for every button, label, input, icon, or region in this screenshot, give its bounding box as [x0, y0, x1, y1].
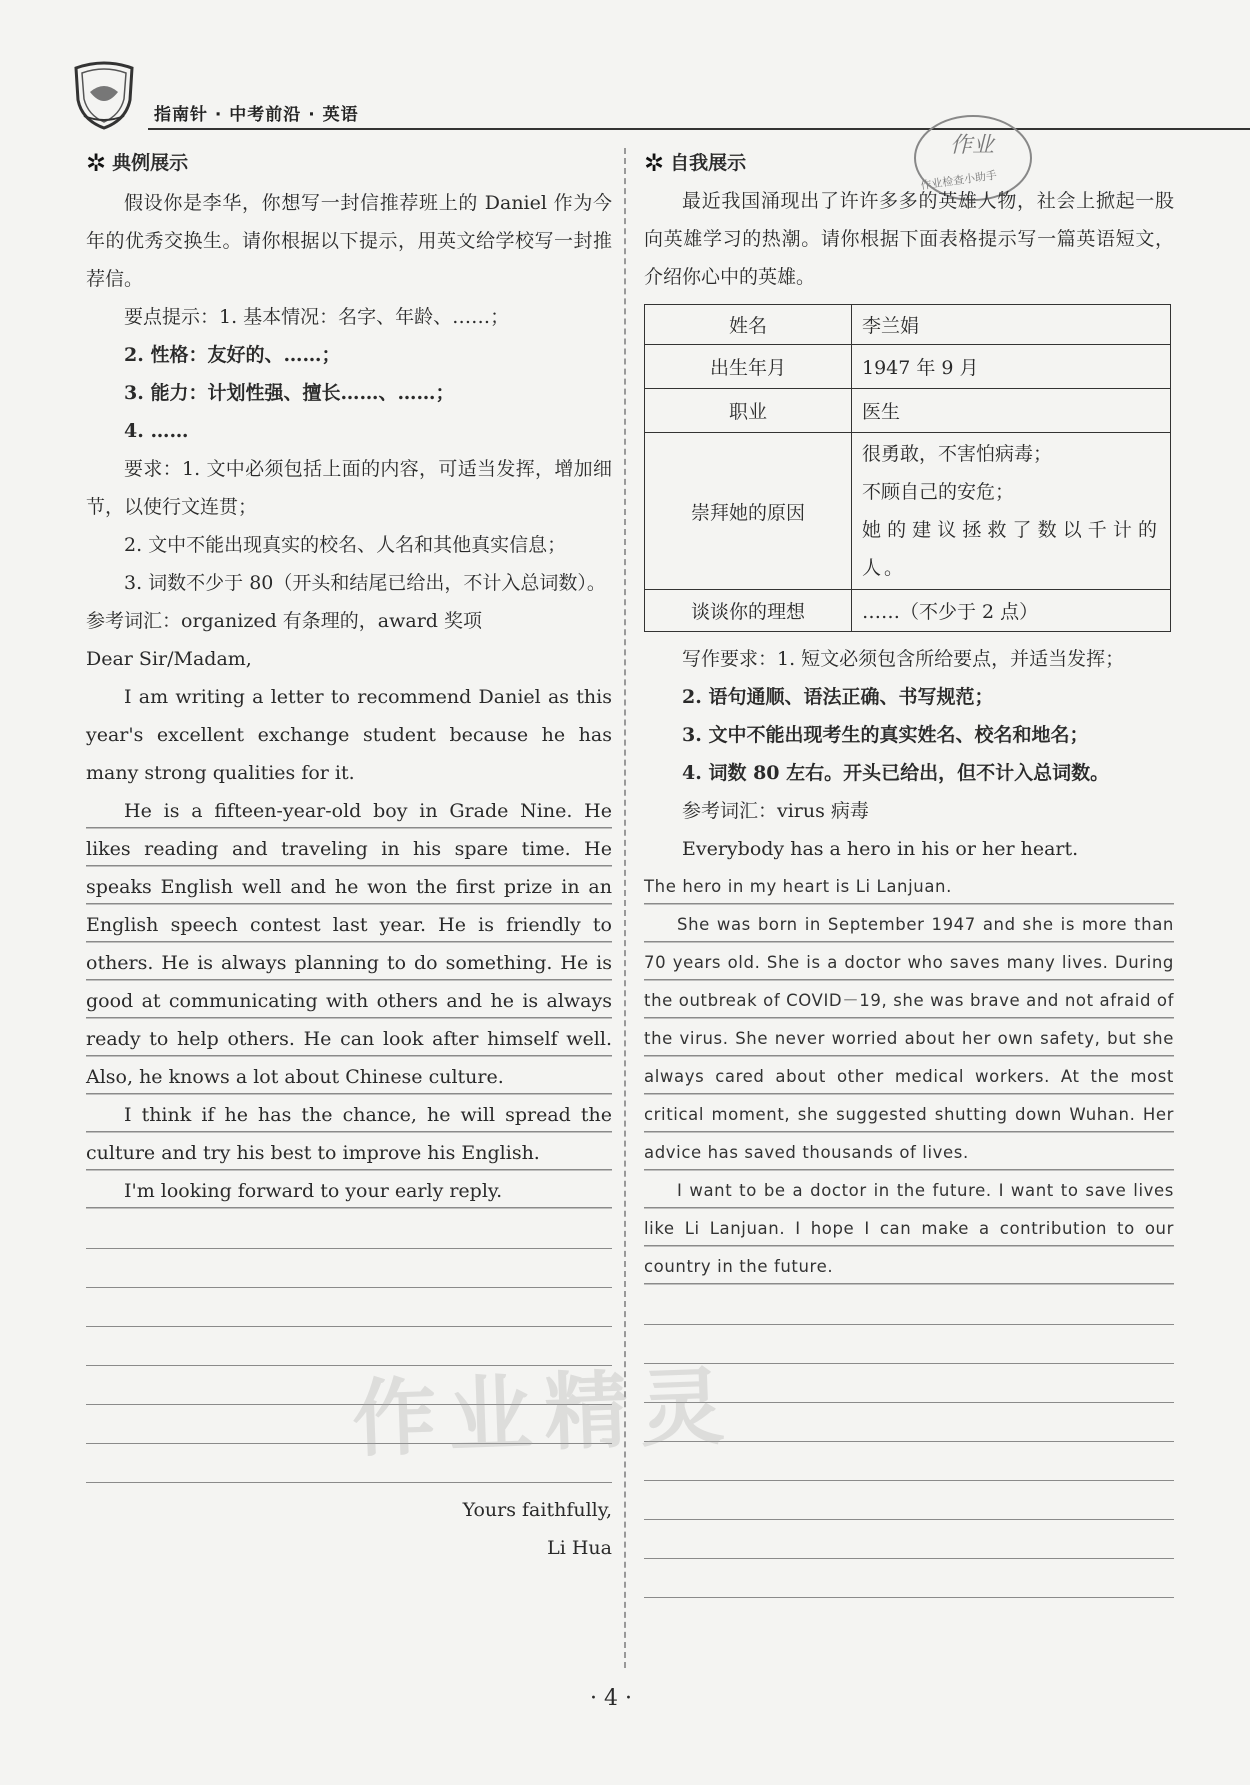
section-title-text: 自我展示 [670, 152, 747, 174]
requirement-4: 4. 词数 80 左右。开头已给出，但不计入总词数。 [682, 762, 1110, 784]
task-intro: 假设你是李华，你想写一封信推荐班上的 Daniel 作为今年的优秀交换生。请你根据以下提示，用英文给学校写一封推荐信。 [86, 192, 612, 290]
letter-body-paragraph-3: I'm looking forward to your early reply. [86, 1172, 612, 1210]
star-icon: ✲ [86, 149, 107, 177]
stamp-text-sub: 作业检查小助手 [919, 168, 998, 193]
hint-4: 4. …… [124, 420, 189, 442]
header-title: 指南针 · 中考前沿 · 英语 [154, 105, 359, 125]
table-label: 姓名 [645, 305, 852, 345]
task-intro: 最近我国涌现出了许许多多的英雄人物，社会上掀起一股向英雄学习的热潮。请你根据下面表格提示写一篇英语短文，介绍你心中的英雄。 [644, 190, 1174, 288]
table-row [645, 345, 1171, 389]
table-value [852, 433, 1171, 590]
star-icon: ✲ [644, 149, 665, 177]
header-rule [148, 128, 1250, 130]
section-title-text: 典例展示 [112, 152, 189, 174]
stamp-text-main: 作业 [950, 133, 995, 158]
letter-body-paragraph-1: He is a fifteen-year-old boy in Grade Nine. He likes reading and traveling in his spare time. He speaks English well and he won the first prize in an English speech contest last year. He is friendly to others. He is always planning to do something. He is good at communicating with others and he is always ready to help others. He can look after himself well. Also, he knows a lot about Chinese culture. [86, 792, 612, 1096]
hint-2: 2. 性格：友好的、……； [124, 344, 341, 366]
table-label: 出生年月 [645, 345, 852, 389]
handwritten-paragraph-2: I want to be a doctor in the future. I want to save lives like Li Lanjuan. I hope I can make a contribution to our country in the future. [644, 1172, 1174, 1286]
publisher-logo [70, 60, 138, 130]
table-row [645, 433, 1171, 590]
requirement-1: 要求：1. 文中必须包括上面的内容，可适当发挥，增加细节，以使行文连贯； [86, 458, 612, 518]
handwritten-paragraph-1: She was born in September 1947 and she is more than 70 years old. She is a doctor who saves many lives. During the outbreak of COVID－19, she was brave and not afraid of the virus. She never worried about her own safety, but she always cared about other medical workers. At the most critical moment, she suggested shutting down Wuhan. Her advice has saved thousands of lives. [644, 906, 1174, 1172]
requirement-3: 3. 文中不能出现考生的真实姓名、校名和地名； [682, 724, 1089, 746]
letter-salutation: Dear Sir/Madam, [86, 648, 252, 670]
table-row [645, 305, 1171, 345]
letter-opening: I am writing a letter to recommend Daniel as this year's excellent exchange student because he has many strong qualities for it. [86, 686, 612, 784]
requirement-1: 写作要求：1. 短文必须包含所给要点，并适当发挥； [682, 648, 1125, 670]
table-row [645, 389, 1171, 433]
letter-signature: Li Hua [547, 1537, 612, 1559]
table-label: 谈谈你的理想 [645, 590, 852, 632]
reference-vocab: 参考词汇：organized 有条理的，award 奖项 [86, 610, 482, 632]
hero-info-table [644, 304, 1171, 632]
handwritten-line-1: The hero in my heart is Li Lanjuan. [644, 868, 1174, 906]
section-title-example [86, 148, 612, 178]
reason-2: 不顾自己的安危； [862, 481, 1015, 503]
requirement-2: 2. 文中不能出现真实的校名、人名和其他真实信息； [124, 534, 567, 556]
reason-1: 很勇敢，不害怕病毒； [862, 443, 1053, 465]
section-title-self [644, 148, 1174, 178]
table-value: 医生 [852, 389, 1171, 433]
letter-body-paragraph-2: I think if he has the chance, he will spread the culture and try his best to improve his English. [86, 1096, 612, 1172]
essay-opening: Everybody has a hero in his or her heart. [682, 838, 1079, 860]
requirement-2: 2. 语句通顺、语法正确、书写规范； [682, 686, 994, 708]
table-value: 李兰娟 [852, 305, 1171, 345]
requirement-3: 3. 词数不少于 80（开头和结尾已给出，不计入总词数）。 [124, 572, 606, 594]
reason-3: 她的建议拯救了数以千计的人。 [862, 519, 1160, 579]
table-label: 职业 [645, 389, 852, 433]
table-row [645, 590, 1171, 632]
letter-closing: Yours faithfully, [462, 1499, 612, 1521]
hint-3: 3. 能力：计划性强、擅长……、……； [124, 382, 455, 404]
hint-1: 要点提示：1. 基本情况：名字、年龄、……； [124, 306, 510, 328]
watermark: 作业精灵 [350, 1357, 738, 1469]
table-value: ……（不少于 2 点） [852, 590, 1171, 632]
page-number: · 4 · [590, 1686, 632, 1711]
table-value: 1947 年 9 月 [852, 345, 1171, 389]
reference-vocab: 参考词汇：virus 病毒 [682, 800, 869, 822]
table-label: 崇拜她的原因 [645, 433, 852, 590]
